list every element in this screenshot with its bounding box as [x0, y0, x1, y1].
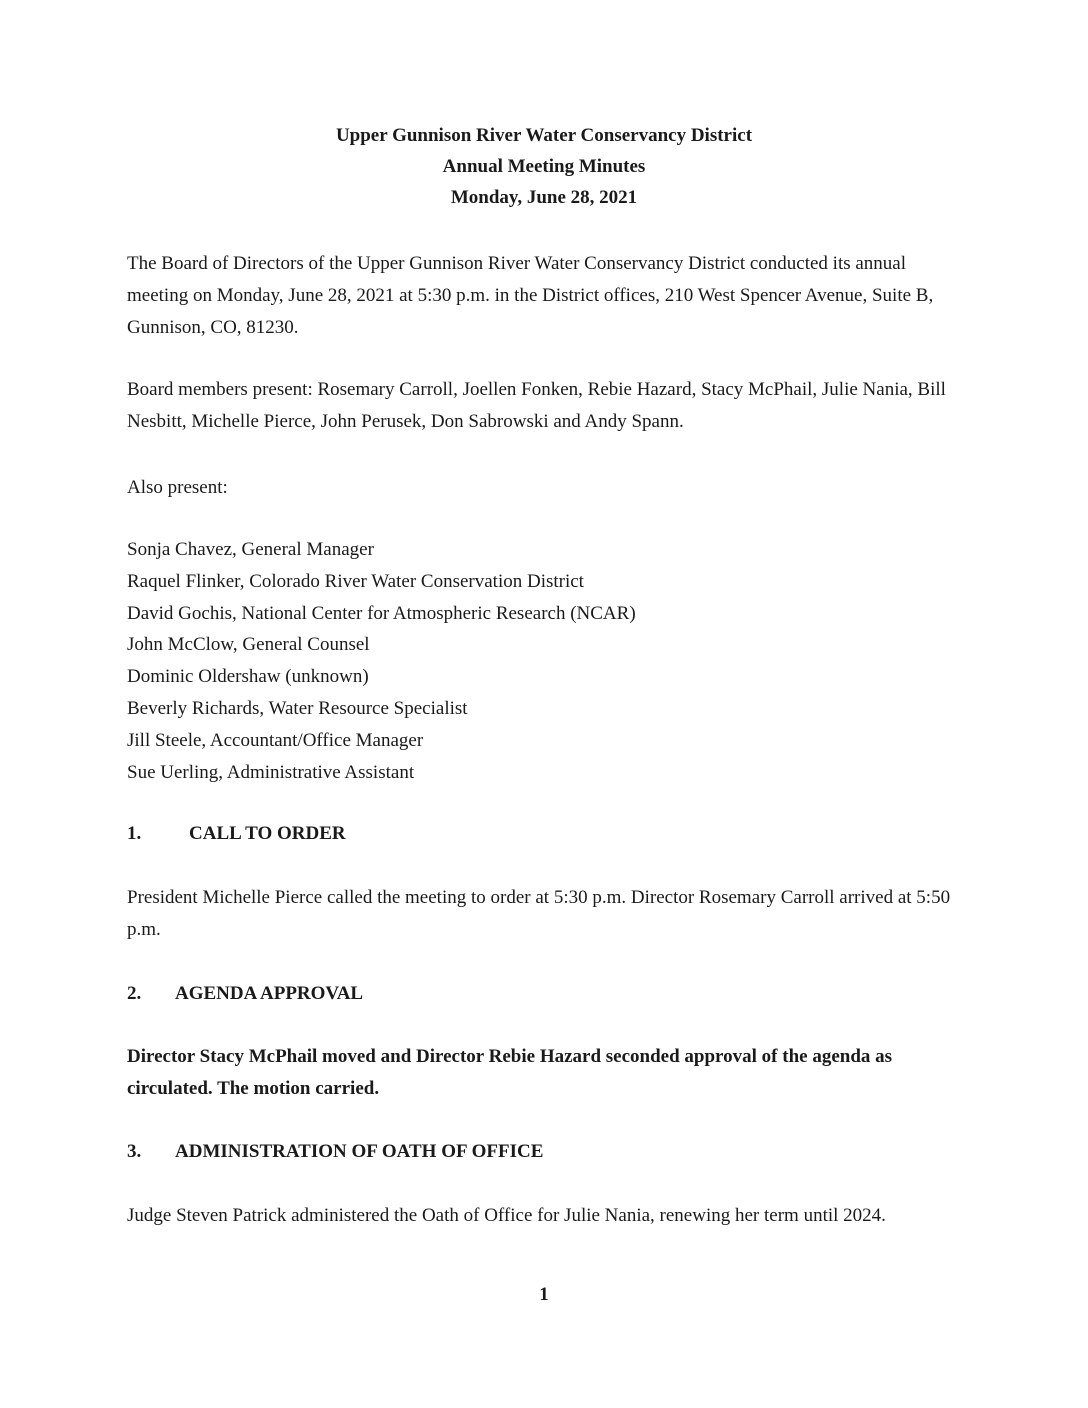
section-body-agenda-approval: Director Stacy McPhail moved and Director Rebie Hazard seconded approval of the agenda as circulated. The motion carried.: [127, 1046, 893, 1099]
attendee-item: Sue Uerling, Administrative Assistant: [127, 761, 415, 783]
section-number: 1.: [127, 823, 142, 844]
section-title: ADMINISTRATION OF OATH OF OFFICE: [175, 1141, 544, 1162]
attendee-item: Raquel Flinker, Colorado River Water Conservation District: [127, 570, 584, 592]
section-body-call-to-order: President Michelle Pierce called the meeting to order at 5:30 p.m. Director Rosemary Carroll arrived at 5:50 p.m.: [127, 887, 951, 940]
also-present-label: Also present:: [127, 477, 228, 498]
title-district-name: Upper Gunnison River Water Conservancy District: [335, 125, 753, 146]
section-heading-call-to-order: [127, 822, 346, 846]
section-number: 2.: [127, 983, 142, 1004]
attendee-item: David Gochis, National Center for Atmospheric Research (NCAR): [127, 602, 636, 624]
attendee-item: Sonja Chavez, General Manager: [127, 539, 374, 560]
intro-paragraph: The Board of Directors of the Upper Gunnison River Water Conservancy District conducted its annual meeting on Monday, June 28, 2021 at 5:30 p.m. in the District offices, 210 West Spencer Avenue, Suite B, Gunnison, CO, 81230.: [127, 253, 934, 338]
section-title: AGENDA APPROVAL: [175, 983, 364, 1004]
title-meeting-type: Annual Meeting Minutes: [442, 156, 646, 177]
title-meeting-date: Monday, June 28, 2021: [450, 187, 638, 208]
section-heading-agenda-approval: [127, 982, 363, 1006]
section-number: 3.: [127, 1141, 142, 1162]
document-title: [0, 120, 1088, 213]
also-present-list: [127, 534, 636, 788]
board-members-paragraph: Board members present: Rosemary Carroll, Joellen Fonken, Rebie Hazard, Stacy McPhail, Julie Nania, Bill Nesbitt, Michelle Pierce, John Perusek, Don Sabrowski and Andy Spann.: [127, 379, 946, 432]
section-body-oath-of-office: Judge Steven Patrick administered the Oath of Office for Julie Nania, renewing her term until 2024.: [127, 1205, 886, 1226]
attendee-item: John McClow, General Counsel: [127, 634, 370, 656]
attendee-item: Jill Steele, Accountant/Office Manager: [127, 729, 424, 751]
attendee-item: Beverly Richards, Water Resource Specialist: [127, 697, 468, 719]
attendee-item: Dominic Oldershaw (unknown): [127, 666, 369, 688]
page-number: 1: [539, 1284, 549, 1305]
section-title: CALL TO ORDER: [189, 823, 346, 844]
section-heading-oath-of-office: [127, 1140, 543, 1164]
